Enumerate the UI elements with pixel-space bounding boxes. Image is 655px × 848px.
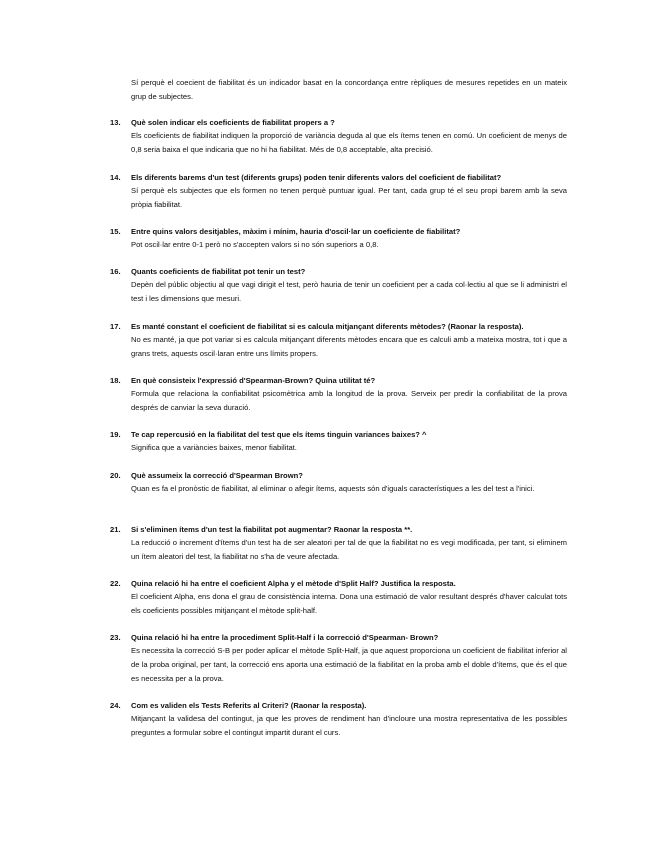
question-text: Entre quins valors desitjables, màxim i mínim, hauria d'oscil·lar un coeficiente de fiabilitat? [131, 227, 461, 236]
question-number: 15. [110, 227, 121, 236]
answer-text: Mitjançant la validesa del contingut, ja que les proves de rendiment han d'incloure una mostra representativa de les possibles preguntes a formular sobre el contingut impartit durant el curs. [131, 714, 567, 738]
question-text: Es manté constant el coeficient de fiabilitat si es calcula mitjançant diferents mètodes? (Raonar la resposta). [131, 322, 524, 331]
question-20 [110, 469, 570, 496]
question-heading [110, 577, 570, 590]
answer-text: Sí perquè els subjectes que els formen no tenen perquè puntuar igual. Per tant, cada grup té el seu propi barem amb la seva pròpia fiabilitat. [131, 186, 567, 210]
question-number: 17. [110, 322, 121, 331]
question-22 [110, 577, 570, 618]
question-heading [110, 225, 570, 238]
question-heading [110, 171, 570, 184]
question-number: 16. [110, 267, 121, 276]
question-number: 14. [110, 173, 121, 182]
answer-text: Es necessita la correcció S-B per poder aplicar el mètode Split-Half, ja que aquest proporciona un coeficient de fiabilitat inferior al de la proba original, per tant, la correcció ens aporta una estimació de la fiabilitat en la proba amb el doble d'ítems, que és el que es necessita per a la prova. [131, 646, 567, 684]
answer-text: Quan es fa el pronòstic de fiabilitat, al eliminar o afegir ítems, aquests són d'iguals característiques a les del test a l'inici. [131, 484, 535, 493]
question-19 [110, 428, 570, 455]
question-text: Si s'eliminen ítems d'un test la fiabilitat pot augmentar? Raonar la resposta **. [131, 525, 413, 534]
answer-text: Depèn del públic objectiu al que vagi dirigit el test, però hauria de tenir un coeficient per a cada col·lectiu al que se li administri el test i les dimensions que mesuri. [131, 280, 567, 304]
answer-text: Formula que relaciona la confiabilitat psicomètrica amb la longitud de la prova. Serveix per predir la confiabilitat de la prova després de canviar la seva duració. [131, 389, 567, 413]
question-number: 23. [110, 633, 121, 642]
question-heading [110, 699, 570, 712]
answer-text: El coeficient Alpha, ens dona el grau de consistència interna. Dona una estimació de valor resultant després d'haver calculat tots els coeficients possibles mitjançant el mètode split-half. [131, 592, 567, 616]
answer-text: Pot oscil·lar entre 0-1 però no s'accepten valors si no són superiors a 0,8. [131, 240, 379, 249]
question-number: 22. [110, 579, 121, 588]
question-number: 24. [110, 701, 121, 710]
question-heading [110, 265, 570, 278]
intro-paragraph: Sí perquè el coecient de fiabilitat és un indicador basat en la concordança entre rèpliques de mesures repetides en un mateix grup de subjectes. [131, 78, 567, 101]
question-heading [110, 469, 570, 482]
question-text: Els diferents barems d'un test (diferents grups) poden tenir diferents valors del coeficient de fiabilitat? [131, 173, 502, 182]
question-heading [110, 320, 570, 333]
answer-text: Significa que a variàncies baixes, menor fiabilitat. [131, 443, 297, 452]
question-13 [110, 116, 570, 157]
question-text: Què solen indicar els coeficients de fiabilitat propers a ? [131, 118, 335, 127]
question-18 [110, 374, 570, 415]
question-number: 21. [110, 525, 121, 534]
question-number: 18. [110, 376, 121, 385]
question-24 [110, 699, 570, 740]
answer-text: Els coeficients de fiabilitat indiquen la proporció de variància deguda al que els ítems tenen en comú. Un coeficient de menys de 0,8 seria baixa el que indicaria que no hi ha fiabilitat. Més de 0,8 acceptable, alta precisió. [131, 131, 567, 155]
question-text: Quina relació hi ha entre la procediment Split-Half i la correcció d'Spearman- Brown? [131, 633, 439, 642]
question-14 [110, 171, 570, 212]
question-text: Quants coeficients de fiabilitat pot tenir un test? [131, 267, 306, 276]
question-text: Què assumeix la correcció d'Spearman Brown? [131, 471, 303, 480]
question-21 [110, 523, 570, 564]
answer-text: No es manté, ja que pot variar si es calcula mitjançant diferents mètodes encara que es calculi amb a mateixa mostra, tot i que a grans trets, aquests oscil·laran entre uns límits propers. [131, 335, 567, 359]
question-number: 13. [110, 118, 121, 127]
question-text: Quina relació hi ha entre el coeficient Alpha y el mètode d'Split Half? Justifica la resposta. [131, 579, 456, 588]
question-text: Com es validen els Tests Referits al Criteri? (Raonar la resposta). [131, 701, 367, 710]
question-15 [110, 225, 570, 252]
question-16 [110, 265, 570, 306]
question-text: Te cap repercusió en la fiabilitat del test que els ítems tinguin variances baixes? ^ [131, 430, 427, 439]
question-heading [110, 428, 570, 441]
question-heading [110, 523, 570, 536]
question-number: 20. [110, 471, 121, 480]
question-heading [110, 374, 570, 387]
question-23 [110, 631, 570, 687]
question-heading [110, 116, 570, 129]
question-number: 19. [110, 430, 121, 439]
question-heading [110, 631, 570, 644]
answer-text: La reducció o increment d'ítems d'un test ha de ser aleatori per tal de que la fiabilitat no es vegi modificada, per tant, si eliminem un ítem aleatori del test, la fiabilitat no s'ha de veure afectada. [131, 538, 567, 562]
question-17 [110, 320, 570, 361]
question-text: En què consisteix l'expressió d'Spearman-Brown? Quina utilitat té? [131, 376, 376, 385]
